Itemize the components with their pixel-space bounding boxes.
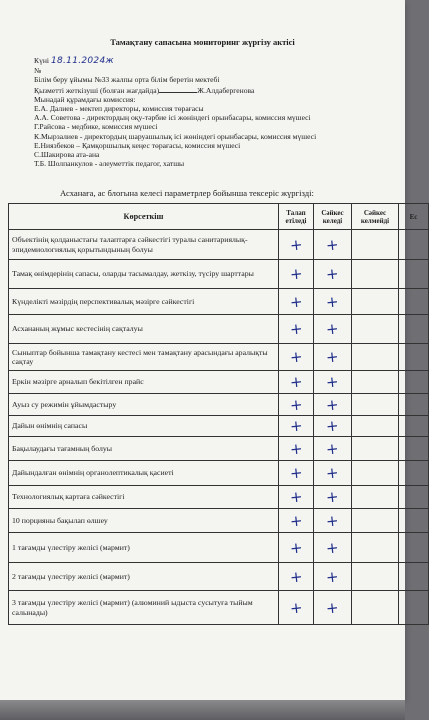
extra-cell [399,533,429,563]
compliant-mark: + [314,416,352,437]
extra-cell [399,289,429,315]
required-mark: + [279,260,314,289]
indicator-cell: Сыныптар бойынша тамақтану кестесі мен тамақтану арасындағы аралықты сақтау [9,344,279,371]
compliant-mark: + [314,344,352,371]
table-row [9,344,429,371]
date-value: 18.11.2024ж [50,56,114,66]
noncompliant-cell [352,509,399,533]
commission-member: С.Шакирова ата-ана [34,150,100,160]
indicator-cell: Дайындалған өнімнің органолептикалық қасиеті [9,461,279,486]
table-header-row [9,204,429,230]
table-row [9,394,429,416]
indicator-cell: Ауыз су режимін ұйымдастыру [9,394,279,416]
noncompliant-cell [352,533,399,563]
compliant-mark: + [314,591,352,625]
table-row [9,371,429,394]
indicator-cell: Күнделікті мәзірдің перспективалық мәзірге сәйкестігі [9,289,279,315]
required-mark: + [279,437,314,461]
noncompliant-cell [352,394,399,416]
extra-cell [399,394,429,416]
commission-member: Е.Ниязбеков – Қамқоршылық кеңес төрағасы, комиссия мүшесі [34,140,241,150]
inspection-intro: Асханаға, ас блогына келесі параметрлер бойынша тексеріс жүргізді: [60,188,314,198]
extra-cell [399,563,429,591]
noncompliant-cell [352,563,399,591]
required-mark: + [279,394,314,416]
noncompliant-cell [352,591,399,625]
supplier-line [34,85,374,95]
date-label: Күні [34,56,50,65]
inspection-table [8,203,429,625]
page-title: Тамақтану сапасына мониторинг жүргізу актісі [110,37,295,47]
table-row [9,315,429,344]
extra-cell [399,344,429,371]
header-required: Талап етіледі [279,204,314,230]
required-mark: + [279,344,314,371]
extra-cell [399,260,429,289]
noncompliant-cell [352,289,399,315]
table-row [9,230,429,260]
header-indicator: Көрсеткіш [9,204,279,230]
extra-cell [399,437,429,461]
indicator-cell: Объектінің қолданыстағы талаптарға сәйкестігі туралы санитариялық-эпидемиологиялық қорытындының болуы [9,230,279,260]
header-extra: Ес [399,204,429,230]
required-mark: + [279,533,314,563]
supplier-label: Қызметті жеткізуші (болған жағдайда) [34,85,160,95]
table-row [9,486,429,509]
supplier-value: Ж.Алдабергенова [197,85,255,95]
required-mark: + [279,461,314,486]
table-row [9,509,429,533]
noncompliant-cell [352,260,399,289]
extra-cell [399,315,429,344]
noncompliant-cell [352,315,399,344]
act-header [34,56,374,168]
required-mark: + [279,315,314,344]
compliant-mark: + [314,394,352,416]
indicator-cell: Еркін мәзірге арналып бекітілген прайс [9,371,279,394]
table-row [9,533,429,563]
compliant-mark: + [314,563,352,591]
indicator-cell: Дайын өнімнің сапасы [9,416,279,437]
commission-member: А.А. Советова - директордың оқу-тәрбие ісі жөніндегі орынбасары, комиссия мүшесі [34,113,311,123]
table-row [9,591,429,625]
noncompliant-cell [352,461,399,486]
compliant-mark: + [314,315,352,344]
indicator-cell: 3 тағамды үлестіру желісі (мармит) (алюминий ыдыста сусытуға тыйым салынады) [9,591,279,625]
date-line [34,56,374,66]
extra-cell [399,461,429,486]
required-mark: + [279,563,314,591]
table-row [9,289,429,315]
commission-member: Е.А. Далиев - мектеп директоры, комиссия төрағасы [34,104,204,114]
noncompliant-cell [352,371,399,394]
indicator-cell: 2 тағамды үлестіру желісі (мармит) [9,563,279,591]
compliant-mark: + [314,289,352,315]
noncompliant-cell [352,416,399,437]
indicator-cell: Асхананың жұмыс кестесінің сақталуы [9,315,279,344]
extra-cell [399,509,429,533]
extra-cell [399,230,429,260]
required-mark: + [279,486,314,509]
commission-heading: Мынадай құрамдағы комиссия: [34,94,136,104]
noncompliant-cell [352,437,399,461]
required-mark: + [279,591,314,625]
indicator-cell: Технологиялық картаға сәйкестігі [9,486,279,509]
required-mark: + [279,371,314,394]
table-row [9,260,429,289]
indicator-cell: Бақылаудағы тағамның болуы [9,437,279,461]
header-noncompliant: Сәйкес келмейді [352,204,399,230]
commission-member: К.Мырзалиев - директордың шаруашылық ісі жөніндегі орынбасары, комиссия мүшесі [34,131,317,141]
required-mark: + [279,509,314,533]
table-row [9,563,429,591]
indicator-cell: 10 порцияны бақылап өлшеу [9,509,279,533]
noncompliant-cell [352,344,399,371]
indicator-cell: 1 тағамды үлестіру желісі (мармит) [9,533,279,563]
required-mark: + [279,416,314,437]
compliant-mark: + [314,371,352,394]
number-label: № [34,66,42,76]
table-row [9,416,429,437]
noncompliant-cell [352,486,399,509]
compliant-mark: + [314,230,352,260]
commission-member: Г.Райсова - медбике, комиссия мүшесі [34,122,158,132]
organization-line: Білім беру ұйымы №33 жалпы орта білім беретін мектебі [34,75,220,85]
extra-cell [399,486,429,509]
table-row [9,437,429,461]
extra-cell [399,591,429,625]
noncompliant-cell [352,230,399,260]
compliant-mark: + [314,461,352,486]
required-mark: + [279,230,314,260]
required-mark: + [279,289,314,315]
number-line [34,66,374,75]
extra-cell [399,416,429,437]
table-row [9,461,429,486]
indicator-cell: Тамақ өнімдерінің сапасы, оларды тасымалдау, жеткізу, түсіру шарттары [9,260,279,289]
compliant-mark: + [314,260,352,289]
extra-cell [399,371,429,394]
compliant-mark: + [314,533,352,563]
compliant-mark: + [314,437,352,461]
photo-background [0,700,405,720]
header-compliant: Сәйкес келеді [314,204,352,230]
commission-member: Т.Б. Шолпанкулов - әлеуметтік педагог, хатшы [34,159,185,169]
compliant-mark: + [314,509,352,533]
supplier-blank [159,85,197,93]
compliant-mark: + [314,486,352,509]
